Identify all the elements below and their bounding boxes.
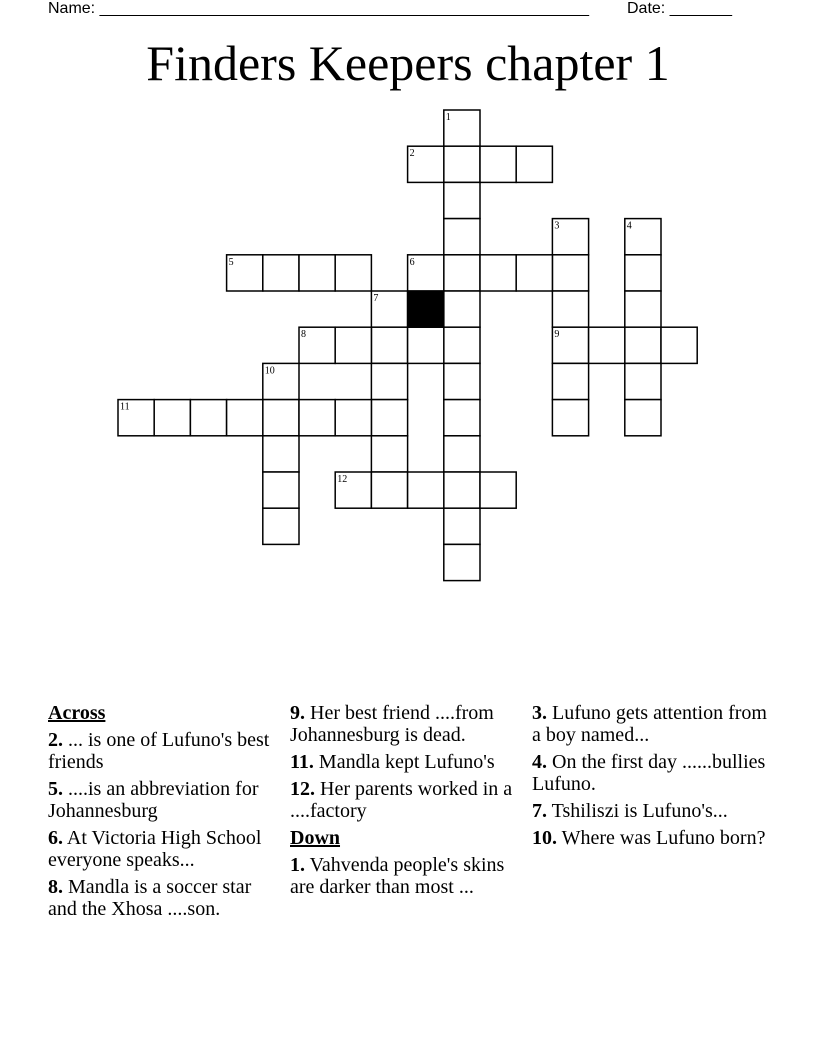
clue-text: ... is one of Lufuno's best friends bbox=[48, 729, 270, 773]
clue-column-2 bbox=[290, 702, 528, 903]
grid-cell[interactable] bbox=[444, 327, 480, 363]
clue-text: Tshiliszi is Lufuno's... bbox=[547, 800, 728, 822]
grid-cell[interactable] bbox=[625, 219, 661, 255]
grid-cell[interactable] bbox=[444, 508, 480, 544]
clue-text: Mandla is a soccer star and the Xhosa ....son. bbox=[48, 876, 252, 920]
grid-number: 1 bbox=[445, 112, 451, 123]
clue-text: ....is an abbreviation for Johannesburg bbox=[48, 778, 259, 822]
grid-cell[interactable] bbox=[625, 363, 661, 399]
clue bbox=[532, 702, 768, 746]
grid-cell[interactable] bbox=[552, 255, 588, 291]
grid-number: 4 bbox=[626, 220, 632, 232]
grid-cell[interactable] bbox=[444, 219, 480, 255]
grid-cell[interactable] bbox=[227, 400, 263, 436]
clue bbox=[48, 827, 284, 871]
clue-text: At Victoria High School everyone speaks... bbox=[48, 827, 262, 871]
grid-cell[interactable] bbox=[516, 255, 552, 291]
grid-cell[interactable] bbox=[335, 255, 371, 291]
clue-number: 3. bbox=[532, 702, 547, 724]
worksheet-header bbox=[48, 0, 748, 18]
clue-number: 9. bbox=[290, 702, 305, 724]
grid-cell[interactable] bbox=[263, 363, 299, 399]
grid-cell[interactable] bbox=[552, 219, 588, 255]
grid-cell[interactable] bbox=[444, 472, 480, 508]
clue bbox=[48, 778, 284, 822]
grid-cell[interactable] bbox=[444, 436, 480, 472]
grid-cell[interactable] bbox=[263, 472, 299, 508]
grid-number: 5 bbox=[228, 256, 234, 268]
grid-cell[interactable] bbox=[263, 508, 299, 544]
grid-cell[interactable] bbox=[444, 400, 480, 436]
grid-cell[interactable] bbox=[371, 436, 407, 472]
grid-cell[interactable] bbox=[480, 255, 516, 291]
clue-text: Her parents worked in a ....factory bbox=[290, 778, 513, 822]
grid-number: 7 bbox=[373, 293, 379, 304]
grid-number: 12 bbox=[337, 474, 348, 485]
grid-cell[interactable] bbox=[625, 400, 661, 436]
clue-number: 6. bbox=[48, 827, 63, 849]
grid-number: 9 bbox=[554, 329, 560, 341]
grid-cell[interactable] bbox=[552, 327, 588, 363]
clue-text: Her best friend ....from Johannesburg is dead. bbox=[290, 702, 494, 746]
grid-cell[interactable] bbox=[516, 146, 552, 182]
grid-number: 10 bbox=[264, 365, 275, 377]
grid-cell[interactable] bbox=[444, 291, 480, 327]
grid-cell[interactable] bbox=[299, 255, 335, 291]
grid-cell[interactable] bbox=[480, 146, 516, 182]
clue bbox=[290, 854, 528, 898]
grid-cell[interactable] bbox=[335, 327, 371, 363]
clue-column-3 bbox=[532, 702, 768, 854]
grid-cell[interactable] bbox=[335, 400, 371, 436]
grid-cell[interactable] bbox=[444, 255, 480, 291]
grid-cell[interactable] bbox=[371, 472, 407, 508]
date-field[interactable]: Date: _______ bbox=[627, 0, 732, 17]
grid-cell[interactable] bbox=[444, 146, 480, 182]
grid-cell[interactable] bbox=[408, 472, 444, 508]
clue-text: Vahvenda people's skins are darker than most ... bbox=[290, 854, 505, 898]
grid-cell[interactable] bbox=[661, 327, 697, 363]
clue-number: 12. bbox=[290, 778, 315, 800]
grid-cell[interactable] bbox=[552, 400, 588, 436]
grid-cell[interactable] bbox=[480, 472, 516, 508]
section-heading-across: Across bbox=[48, 702, 106, 724]
clue bbox=[290, 751, 528, 773]
grid-number: 2 bbox=[409, 148, 415, 160]
clue-text: Where was Lufuno born? bbox=[557, 827, 766, 849]
grid-cell[interactable] bbox=[299, 327, 335, 363]
clue-number: 4. bbox=[532, 751, 547, 773]
grid-cell[interactable] bbox=[190, 400, 226, 436]
clue-column-1 bbox=[48, 702, 284, 925]
clue-number: 1. bbox=[290, 854, 305, 876]
grid-cell[interactable] bbox=[263, 436, 299, 472]
clue-number: 11. bbox=[290, 751, 314, 773]
clue-number: 10. bbox=[532, 827, 557, 849]
clue bbox=[290, 778, 528, 822]
grid-cell[interactable] bbox=[408, 146, 444, 182]
grid-cell[interactable] bbox=[444, 182, 480, 218]
clue bbox=[532, 800, 768, 822]
grid-cell[interactable] bbox=[444, 110, 480, 146]
grid-cell[interactable] bbox=[371, 400, 407, 436]
grid-number: 3 bbox=[554, 220, 560, 232]
grid-number: 11 bbox=[120, 401, 130, 413]
clue bbox=[532, 751, 768, 795]
section-heading-down: Down bbox=[290, 827, 341, 849]
grid-cell[interactable] bbox=[371, 363, 407, 399]
clue bbox=[48, 729, 284, 773]
grid-cell[interactable] bbox=[589, 327, 625, 363]
grid-cell[interactable] bbox=[408, 327, 444, 363]
clue bbox=[48, 876, 284, 920]
grid-cell[interactable] bbox=[227, 255, 263, 291]
grid-cell[interactable] bbox=[154, 400, 190, 436]
clue-number: 5. bbox=[48, 778, 63, 800]
grid-cell[interactable] bbox=[371, 291, 407, 327]
clue-text: On the first day ......bullies Lufuno. bbox=[532, 751, 766, 795]
grid-cell[interactable] bbox=[263, 400, 299, 436]
grid-number: 6 bbox=[409, 256, 415, 268]
clue-number: 8. bbox=[48, 876, 63, 898]
grid-number: 8 bbox=[301, 329, 306, 341]
black-cell bbox=[408, 291, 444, 327]
grid-cell[interactable] bbox=[625, 255, 661, 291]
grid-cell[interactable] bbox=[335, 472, 371, 508]
clue-number: 7. bbox=[532, 800, 547, 822]
clue-text: Mandla kept Lufuno's bbox=[313, 751, 495, 773]
grid-cell[interactable] bbox=[118, 400, 154, 436]
grid-cell[interactable] bbox=[299, 400, 335, 436]
grid-cell[interactable] bbox=[263, 255, 299, 291]
grid-cell[interactable] bbox=[552, 363, 588, 399]
name-field[interactable]: Name: _______________________________________________________ bbox=[48, 0, 589, 17]
grid-cell[interactable] bbox=[444, 363, 480, 399]
grid-cell[interactable] bbox=[408, 255, 444, 291]
grid-cell[interactable] bbox=[371, 327, 407, 363]
grid-cell[interactable] bbox=[552, 291, 588, 327]
page-title: Finders Keepers chapter 1 bbox=[146, 35, 670, 91]
grid-cell[interactable] bbox=[625, 327, 661, 363]
clue-text: Lufuno gets attention from a boy named... bbox=[532, 702, 767, 746]
clue-number: 2. bbox=[48, 729, 63, 751]
clue bbox=[290, 702, 528, 746]
clue bbox=[532, 827, 768, 849]
grid-cell[interactable] bbox=[625, 291, 661, 327]
grid-cell[interactable] bbox=[444, 544, 480, 580]
